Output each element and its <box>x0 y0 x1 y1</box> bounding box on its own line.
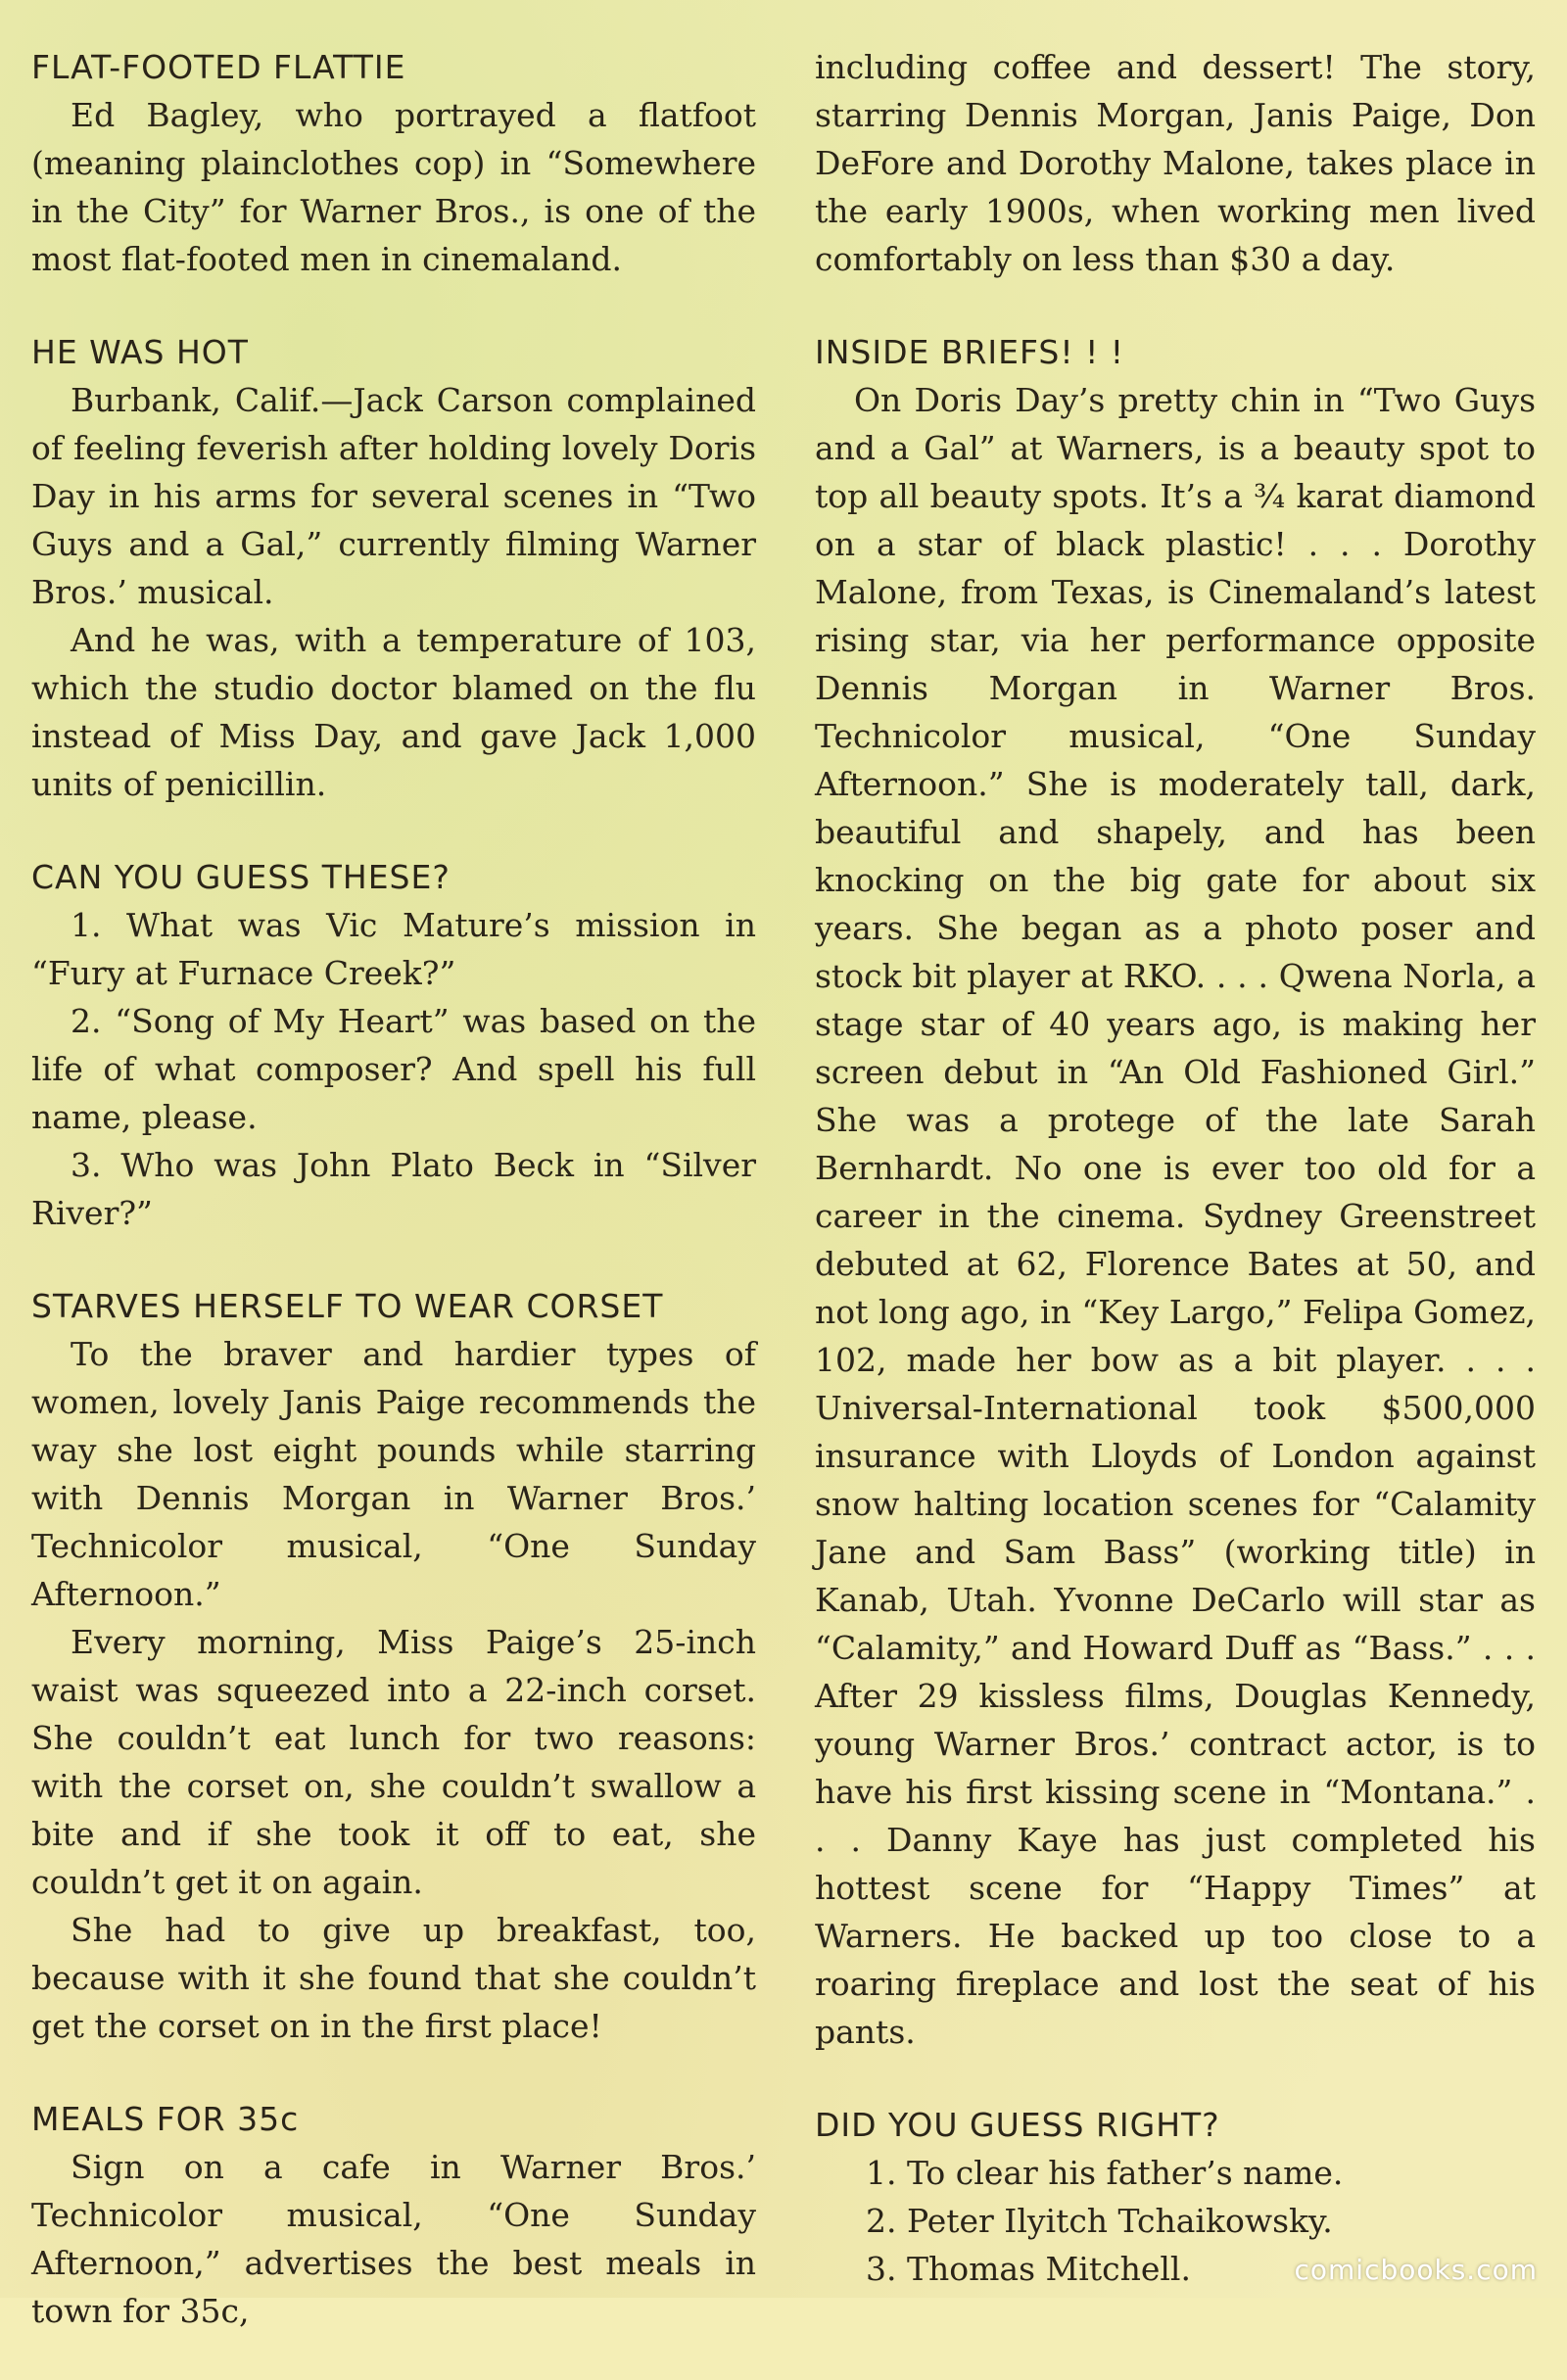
right-column <box>815 43 1536 2338</box>
quiz-question: 1. What was Vic Mature’s mission in “Fury at Furnace Creek?” <box>31 906 756 992</box>
article-heading: MEALS FOR 35c <box>31 2100 300 2138</box>
article-heading: INSIDE BRIEFS! ! ! <box>815 333 1125 371</box>
answers-heading: DID YOU GUESS RIGHT? <box>815 2106 1220 2144</box>
quiz-heading: CAN YOU GUESS THESE? <box>31 858 451 896</box>
quiz-answer: 3. Thomas Mitchell. <box>866 2250 1191 2288</box>
article-heading: STARVES HERSELF TO WEAR CORSET <box>31 1287 664 1325</box>
quiz-questions <box>31 853 756 1237</box>
article-paragraph: including coffee and dessert! The story, starring Dennis Morgan, Janis Paige, Don DeFore and Dorothy Malone, takes place in the early 1900s, when working men lived comfortably on less than $30 a day. <box>815 48 1536 278</box>
article-paragraph: To the braver and hardier types of women, lovely Janis Paige recommends the way she lost eight pounds while starring with Dennis Morgan in Warner Bros.’ Technicolor musical, “One Sunday Afternoon.” <box>31 1335 756 1613</box>
quiz-question: 3. Who was John Plato Beck in “Silver River?” <box>31 1146 756 1232</box>
article-paragraph: Ed Bagley, who portrayed a flatfoot (meaning plainclothes cop) in “Somewhere in the City” for Warner Bros., is one of the most flat-footed men in cinemaland. <box>31 96 756 278</box>
article-meals-for-35c <box>31 2095 756 2335</box>
article-starves-herself <box>31 1282 756 2050</box>
quiz-answer: 1. To clear his father’s name. <box>866 2154 1344 2192</box>
article-heading: FLAT-FOOTED FLATTIE <box>31 48 406 86</box>
article-paragraph: She had to give up breakfast, too, because with it she found that she couldn’t get the corset on in the first place! <box>31 1911 756 2045</box>
watermark: comicbooks.com <box>1294 2254 1538 2286</box>
article-heading: HE WAS HOT <box>31 333 249 371</box>
article-paragraph: Every morning, Miss Paige’s 25-inch waist was squeezed into a 22-inch corset. She couldn’t eat lunch for two reasons: with the corset on, she couldn’t swallow a bite and if she took it off to eat, she couldn’t get it on again. <box>31 1623 756 1901</box>
article-he-was-hot <box>31 328 756 808</box>
quiz-answer: 2. Peter Ilyitch Tchaikowsky. <box>866 2202 1333 2240</box>
article-paragraph: Burbank, Calif.—Jack Carson complained of feeling feverish after holding lovely Doris Day in his arms for several scenes in “Two Guys and a Gal,” currently filming Warner Bros.’ musical. <box>31 381 756 611</box>
left-column <box>31 43 756 2380</box>
article-flat-footed-flattie <box>31 43 756 283</box>
quiz-question: 2. “Song of My Heart” was based on the life of what composer? And spell his full name, please. <box>31 1002 756 1136</box>
article-paragraph: On Doris Day’s pretty chin in “Two Guys and a Gal” at Warners, is a beauty spot to top all beauty spots. It’s a ¾ karat diamond on a star of black plastic! . . . Dorothy Malone, from Texas, is Cinemaland’s latest rising star, via her performance opposite Dennis Morgan in Warner Bros. Technicolor musical, “One Sunday Afternoon.” She is moderately tall, dark, beautiful and shapely, and has been knocking on the big gate for about six years. She began as a photo poser and stock bit player at RKO. . . . Qwena Norla, a stage star of 40 years ago, is making her screen debut in “An Old Fashioned Girl.” She was a protege of the late Sarah Bernhardt. No one is ever too old for a career in the cinema. Sydney Greenstreet debuted at 62, Florence Bates at 50, and not long ago, in “Key Largo,” Felipa Gomez, 102, made her bow as a bit player. . . . Universal-International took $500,000 insurance with Lloyds of London against snow halting location scenes for “Calamity Jane and Sam Bass” (working title) in Kanab, Utah. Yvonne DeCarlo will star as “Calamity,” and Howard Duff as “Bass.” . . . After 29 kissless films, Douglas Kennedy, young Warner Bros.’ contract actor, is to have his first kissing scene in “Montana.” . . . Danny Kaye has just completed his hottest scene for “Happy Times” at Warners. He backed up too close to a roaring fireplace and lost the seat of his pants. <box>815 381 1536 2051</box>
article-meals-continued <box>815 43 1536 283</box>
article-paragraph: And he was, with a temperature of 103, which the studio doctor blamed on the flu instead of Miss Day, and gave Jack 1,000 units of penicillin. <box>31 621 756 803</box>
article-paragraph: Sign on a cafe in Warner Bros.’ Technicolor musical, “One Sunday Afternoon,” advertises the best meals in town for 35c, <box>31 2148 756 2330</box>
article-inside-briefs <box>815 328 1536 2056</box>
